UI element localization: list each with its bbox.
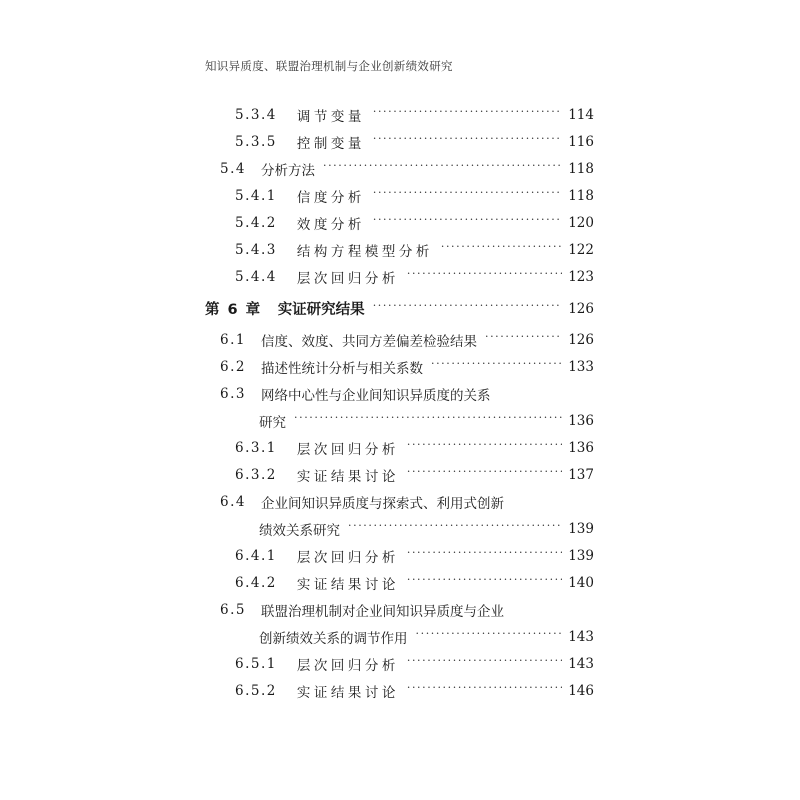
toc-leader-dots: [373, 128, 562, 155]
toc-chapter-number: 第 6 章: [205, 302, 262, 318]
toc-chapter-entry[interactable]: [205, 295, 594, 322]
toc-entry-number: 5.4.2: [235, 214, 277, 231]
toc-entry-page: 126: [568, 331, 594, 348]
toc-entry[interactable]: [235, 236, 594, 263]
toc-entry-number: 5.4.1: [235, 187, 277, 204]
toc-entry-title: 实证结果讨论: [296, 684, 399, 701]
toc-entry-page: 146: [568, 682, 594, 699]
toc-leader-dots: [407, 434, 562, 461]
toc-entry-page: 126: [568, 300, 594, 317]
toc-leader-dots: [407, 542, 562, 569]
toc-entry-page: 137: [568, 466, 594, 483]
toc-entry-page: 114: [568, 106, 594, 123]
toc-entry-page: 116: [568, 133, 594, 150]
toc-entry[interactable]: [235, 263, 594, 290]
toc-entry-title: 描述性统计分析与相关系数: [260, 360, 423, 377]
toc-entry[interactable]: [220, 353, 594, 380]
toc-entry-title: 调节变量: [296, 108, 365, 125]
toc-entry-title: 层次回归分析: [296, 270, 399, 287]
toc-entry-first-line[interactable]: [220, 488, 594, 515]
toc-leader-dots: [416, 623, 563, 650]
toc-entry[interactable]: [235, 542, 594, 569]
toc-entry-number: 5.4.4: [235, 268, 277, 285]
toc-leader-dots: [294, 407, 562, 434]
toc-entry-title: 网络中心性与企业间知识异质度的关系: [260, 387, 491, 404]
toc-entry-number: 6.4: [220, 493, 246, 510]
toc-entry-title-continuation: 绩效关系研究: [259, 522, 340, 539]
toc-entry-page: 143: [568, 628, 594, 645]
toc-entry-title: 信度分析: [296, 189, 365, 206]
toc-entry-continuation[interactable]: [259, 407, 594, 434]
toc-entry-number: 6.5.2: [235, 682, 277, 699]
toc-leader-dots: [407, 650, 562, 677]
toc-entry-number: 6.4.2: [235, 574, 277, 591]
toc-entry[interactable]: [220, 155, 594, 182]
toc-entry-number: 5.3.5: [235, 133, 277, 150]
toc-leader-dots: [348, 515, 562, 542]
toc-entry[interactable]: [235, 209, 594, 236]
toc-entry-first-line[interactable]: [220, 380, 594, 407]
toc-leader-dots: [485, 326, 562, 353]
toc-entry-number: 5.4: [220, 160, 246, 177]
toc-entry-number: 5.4.3: [235, 241, 277, 258]
toc-leader-dots: [373, 182, 562, 209]
toc-leader-dots: [323, 155, 562, 182]
toc-entry-title: 实证结果讨论: [296, 468, 399, 485]
toc-entry-title: 联盟治理机制对企业间知识异质度与企业: [260, 603, 504, 620]
toc-entry-page: 139: [568, 520, 594, 537]
toc-entry-title: 信度、效度、共同方差偏差检验结果: [260, 333, 477, 350]
toc-entry-title: 层次回归分析: [296, 441, 399, 458]
toc-leader-dots: [407, 569, 562, 596]
toc-entry[interactable]: [220, 326, 594, 353]
toc-entry-title: 控制变量: [296, 135, 365, 152]
toc-entry-title: 实证结果讨论: [296, 576, 399, 593]
toc-entry-title-continuation: 研究: [259, 414, 286, 431]
toc-entry-page: 133: [568, 358, 594, 375]
toc-entry-title-continuation: 创新绩效关系的调节作用: [259, 630, 408, 647]
toc-entry-continuation[interactable]: [259, 623, 594, 650]
toc-leader-dots: [441, 236, 562, 263]
toc-leader-dots: [407, 263, 562, 290]
toc-leader-dots: [373, 101, 562, 128]
toc-entry-page: 136: [568, 412, 594, 429]
toc-leader-dots: [373, 295, 563, 322]
toc-entry-title: 效度分析: [296, 216, 365, 233]
toc-entry-title: 层次回归分析: [296, 549, 399, 566]
toc-entry-title: 分析方法: [260, 162, 315, 179]
toc-leader-dots: [407, 461, 562, 488]
toc-entry[interactable]: [235, 434, 594, 461]
toc-entry-page: 136: [568, 439, 594, 456]
toc-leader-dots: [373, 209, 562, 236]
toc-entry-number: 6.5: [220, 601, 246, 618]
toc-entry[interactable]: [235, 461, 594, 488]
toc-entry[interactable]: [235, 101, 594, 128]
toc-entry-number: 6.5.1: [235, 655, 277, 672]
toc-entry[interactable]: [235, 650, 594, 677]
toc-entry[interactable]: [235, 128, 594, 155]
toc-entry-first-line[interactable]: [220, 596, 594, 623]
toc-entry-page: 143: [568, 655, 594, 672]
toc-entry-number: 6.1: [220, 331, 246, 348]
toc-entry-number: 6.2: [220, 358, 246, 375]
toc-entry-page: 118: [568, 187, 594, 204]
toc-entry-number: 6.3: [220, 385, 246, 402]
toc-chapter-title: 实证研究结果: [277, 302, 365, 318]
toc-entry[interactable]: [235, 569, 594, 596]
toc-entry[interactable]: [235, 182, 594, 209]
toc-entry-number: 6.3.1: [235, 439, 277, 456]
toc-leader-dots: [407, 677, 562, 704]
toc-entry-number: 6.3.2: [235, 466, 277, 483]
toc-entry-page: 123: [568, 268, 594, 285]
toc-entry-continuation[interactable]: [259, 515, 594, 542]
toc-entry-page: 122: [568, 241, 594, 258]
toc-entry-number: 6.4.1: [235, 547, 277, 564]
toc-entry[interactable]: [235, 677, 594, 704]
toc-entry-number: 5.3.4: [235, 106, 277, 123]
toc-entry-title: 结构方程模型分析: [296, 243, 433, 260]
toc-entry-page: 120: [568, 214, 594, 231]
running-header: 知识异质度、联盟治理机制与企业创新绩效研究: [205, 59, 453, 73]
toc-entry-page: 139: [568, 547, 594, 564]
toc-leader-dots: [431, 353, 562, 380]
toc-entry-page: 118: [568, 160, 594, 177]
toc-entry-title: 层次回归分析: [296, 657, 399, 674]
toc-entry-title: 企业间知识异质度与探索式、利用式创新: [260, 495, 504, 512]
toc-entry-page: 140: [568, 574, 594, 591]
